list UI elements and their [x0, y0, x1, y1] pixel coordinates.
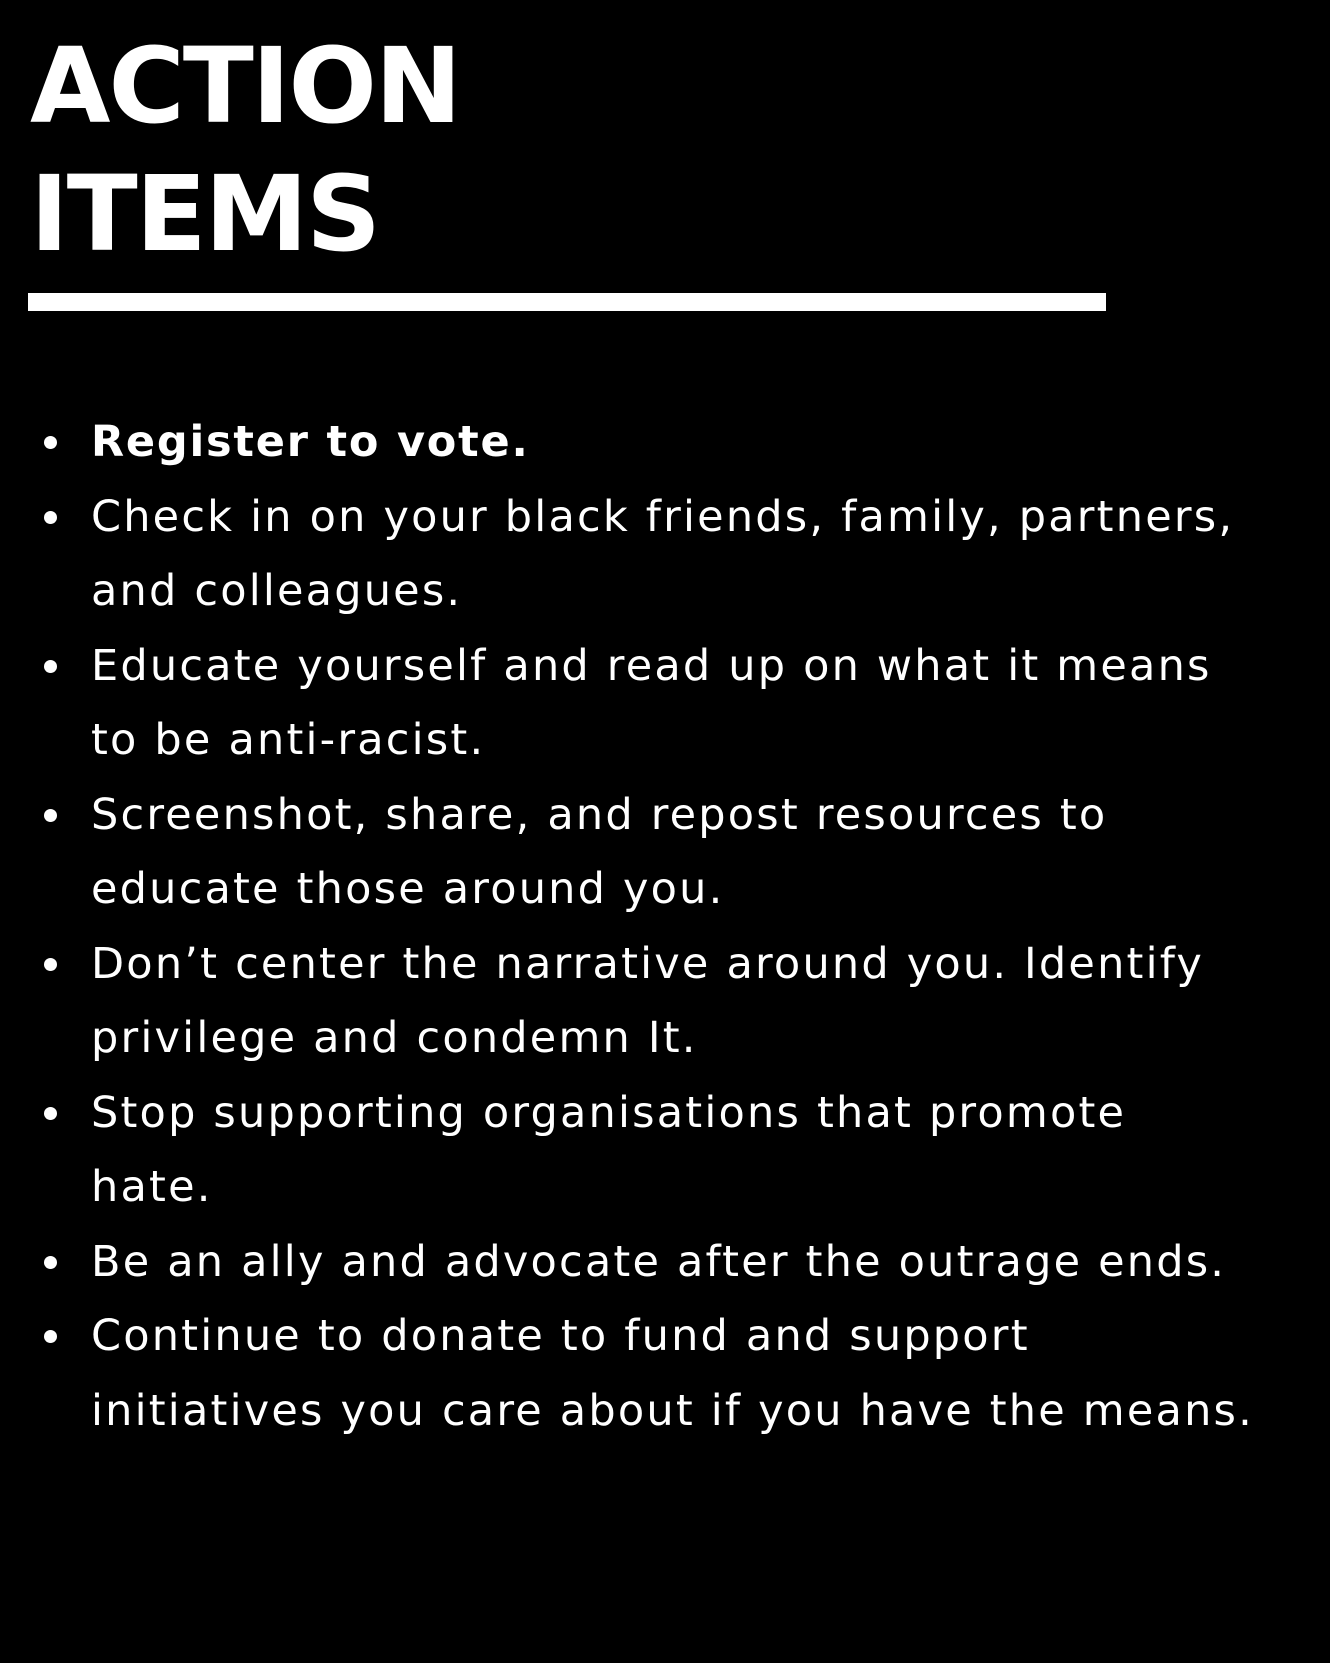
bullet-icon: [44, 1330, 57, 1343]
item-text: Screenshot, share, and repost resources to: [91, 789, 1108, 840]
item-text: Don’t center the narrative around you. Identify: [91, 938, 1204, 989]
item-text: Continue to donate to fund and support: [91, 1311, 1030, 1361]
title-line-2: ITEMS: [30, 153, 380, 275]
bullet-icon: [44, 1256, 57, 1269]
bullet-icon: [44, 958, 57, 971]
bullet-icon: [44, 660, 57, 673]
list-item: [44, 927, 1330, 1076]
action-items-list: [44, 405, 1330, 1448]
bullet-icon: [44, 1107, 57, 1120]
item-text: privilege and condemn It.: [91, 1013, 698, 1063]
item-text: and colleagues.: [91, 566, 463, 616]
list-item: [44, 480, 1330, 629]
item-text: Check in on your black friends, family, partners,: [91, 491, 1235, 542]
item-text: Register to vote.: [91, 417, 530, 467]
title-line-1: ACTION: [30, 25, 460, 147]
item-text: initiatives you care about if you have the means.: [91, 1385, 1255, 1436]
list-item: [44, 1299, 1330, 1448]
item-text: Educate yourself and read up on what it means: [91, 640, 1212, 691]
item-text: Stop supporting organisations that promote: [91, 1087, 1127, 1138]
item-text: hate.: [91, 1162, 213, 1212]
page-title: [30, 22, 460, 278]
title-divider: [28, 293, 1106, 311]
list-item: [44, 1076, 1330, 1225]
bullet-icon: [44, 511, 57, 524]
bullet-icon: [44, 809, 57, 822]
list-item: [44, 1225, 1330, 1300]
list-item: [44, 629, 1330, 778]
item-text: educate those around you.: [91, 864, 725, 914]
list-item: [44, 405, 1330, 480]
item-text: to be anti-racist.: [91, 715, 486, 765]
bullet-icon: [44, 436, 57, 449]
list-item: [44, 778, 1330, 927]
item-text: Be an ally and advocate after the outrage ends.: [91, 1236, 1227, 1287]
